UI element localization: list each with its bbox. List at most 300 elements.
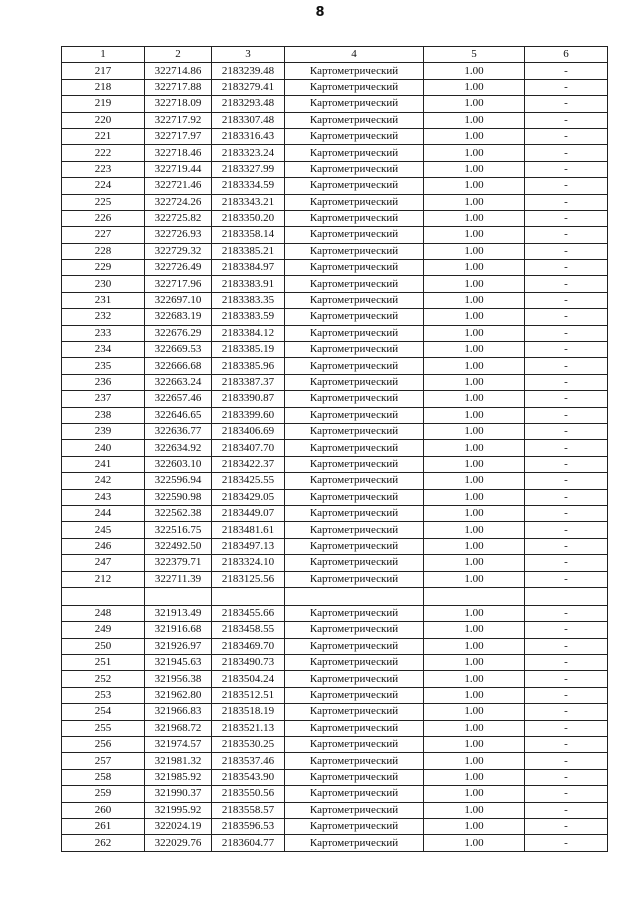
cell-method: Картометрический (285, 522, 424, 538)
cell-description: - (525, 638, 608, 654)
cell-description: - (525, 538, 608, 554)
cell-method: Картометрический (285, 704, 424, 720)
cell-accuracy: 1.00 (424, 194, 525, 210)
cell-x-coordinate: 322669.53 (145, 342, 212, 358)
cell-x-coordinate: 321916.68 (145, 622, 212, 638)
column-header-x-coordinate: 2 (145, 47, 212, 63)
table-row (62, 505, 608, 521)
cell-y-coordinate: 2183481.61 (212, 522, 285, 538)
cell-accuracy: 1.00 (424, 818, 525, 834)
cell-description: - (525, 407, 608, 423)
table-row (62, 671, 608, 687)
cell-x-coordinate: 322717.96 (145, 276, 212, 292)
table-row (62, 243, 608, 259)
cell-accuracy: 1.00 (424, 161, 525, 177)
cell-x-coordinate: 322634.92 (145, 440, 212, 456)
cell-accuracy: 1.00 (424, 358, 525, 374)
cell-description: - (525, 769, 608, 785)
cell-y-coordinate: 2183449.07 (212, 505, 285, 521)
cell-method: Картометрический (285, 243, 424, 259)
cell-method: Картометрический (285, 555, 424, 571)
cell-method: Картометрический (285, 440, 424, 456)
cell-method: Картометрический (285, 79, 424, 95)
cell-point-number: 219 (62, 96, 145, 112)
cell-description: - (525, 605, 608, 621)
cell-description: - (525, 818, 608, 834)
cell-accuracy: 1.00 (424, 456, 525, 472)
cell-accuracy: 1.00 (424, 473, 525, 489)
cell-method: Картометрический (285, 538, 424, 554)
cell-method: Картометрический (285, 194, 424, 210)
cell-y-coordinate: 2183429.05 (212, 489, 285, 505)
cell-description: - (525, 802, 608, 818)
cell-description: - (525, 571, 608, 587)
cell-point-number: 256 (62, 737, 145, 753)
cell-method: Картометрический (285, 96, 424, 112)
cell-point-number: 262 (62, 835, 145, 851)
cell-x-coordinate: 321913.49 (145, 605, 212, 621)
cell-description: - (525, 622, 608, 638)
cell-y-coordinate: 2183537.46 (212, 753, 285, 769)
cell-y-coordinate: 2183406.69 (212, 423, 285, 439)
cell-accuracy: 1.00 (424, 753, 525, 769)
cell-accuracy: 1.00 (424, 720, 525, 736)
cell-x-coordinate: 321968.72 (145, 720, 212, 736)
table-row (62, 687, 608, 703)
cell-x-coordinate: 322562.38 (145, 505, 212, 521)
cell-method: Картометрический (285, 260, 424, 276)
cell-description: - (525, 260, 608, 276)
cell-y-coordinate: 2183422.37 (212, 456, 285, 472)
cell-y-coordinate: 2183384.12 (212, 325, 285, 341)
cell-description: - (525, 63, 608, 79)
cell-point-number: 245 (62, 522, 145, 538)
cell-point-number: 225 (62, 194, 145, 210)
cell-accuracy: 1.00 (424, 112, 525, 128)
cell-x-coordinate: 322683.19 (145, 309, 212, 325)
table-row (62, 720, 608, 736)
cell-method: Картометрический (285, 161, 424, 177)
cell-method: Картометрический (285, 655, 424, 671)
table-row (62, 161, 608, 177)
cell-y-coordinate: 2183385.96 (212, 358, 285, 374)
cell-point-number: 226 (62, 210, 145, 226)
cell-point-number: 255 (62, 720, 145, 736)
cell-y-coordinate: 2183596.53 (212, 818, 285, 834)
cell-y-coordinate: 2183497.13 (212, 538, 285, 554)
cell-x-coordinate: 322590.98 (145, 489, 212, 505)
table-row (62, 260, 608, 276)
cell-point-number: 239 (62, 423, 145, 439)
table-row (62, 145, 608, 161)
cell-point-number: 248 (62, 605, 145, 621)
cell-method: Картометрический (285, 473, 424, 489)
cell-method: Картометрический (285, 325, 424, 341)
column-header-description: 6 (525, 47, 608, 63)
cell-point-number: 218 (62, 79, 145, 95)
cell-description: - (525, 342, 608, 358)
cell-point-number: 229 (62, 260, 145, 276)
cell-accuracy: 1.00 (424, 325, 525, 341)
cell-point-number: 232 (62, 309, 145, 325)
cell-x-coordinate: 321995.92 (145, 802, 212, 818)
cell-description: - (525, 210, 608, 226)
cell-accuracy: 1.00 (424, 79, 525, 95)
cell-x-coordinate: 322729.32 (145, 243, 212, 259)
cell-accuracy: 1.00 (424, 423, 525, 439)
cell-description: - (525, 671, 608, 687)
cell-point-number: 244 (62, 505, 145, 521)
table-row (62, 358, 608, 374)
cell-description: - (525, 720, 608, 736)
cell-description: - (525, 112, 608, 128)
cell-x-coordinate: 322697.10 (145, 292, 212, 308)
cell-y-coordinate: 2183125.56 (212, 571, 285, 587)
cell-point-number: 260 (62, 802, 145, 818)
cell-point-number: 246 (62, 538, 145, 554)
table-row (62, 178, 608, 194)
cell-accuracy: 1.00 (424, 276, 525, 292)
cell-accuracy: 1.00 (424, 391, 525, 407)
cell-y-coordinate: 2183383.91 (212, 276, 285, 292)
cell-method: Картометрический (285, 605, 424, 621)
cell-accuracy: 1.00 (424, 489, 525, 505)
empty-cell (285, 587, 424, 605)
cell-y-coordinate: 2183316.43 (212, 128, 285, 144)
cell-y-coordinate: 2183307.48 (212, 112, 285, 128)
cell-point-number: 233 (62, 325, 145, 341)
cell-point-number: 222 (62, 145, 145, 161)
cell-point-number: 212 (62, 571, 145, 587)
cell-accuracy: 1.00 (424, 704, 525, 720)
cell-point-number: 221 (62, 128, 145, 144)
cell-x-coordinate: 321981.32 (145, 753, 212, 769)
table-row (62, 786, 608, 802)
cell-y-coordinate: 2183334.59 (212, 178, 285, 194)
cell-y-coordinate: 2183239.48 (212, 63, 285, 79)
cell-y-coordinate: 2183512.51 (212, 687, 285, 703)
table-row (62, 473, 608, 489)
cell-method: Картометрический (285, 309, 424, 325)
cell-accuracy: 1.00 (424, 622, 525, 638)
cell-accuracy: 1.00 (424, 555, 525, 571)
cell-y-coordinate: 2183530.25 (212, 737, 285, 753)
cell-description: - (525, 737, 608, 753)
table-row (62, 292, 608, 308)
cell-x-coordinate: 322666.68 (145, 358, 212, 374)
cell-method: Картометрический (285, 128, 424, 144)
cell-accuracy: 1.00 (424, 128, 525, 144)
cell-method: Картометрический (285, 835, 424, 851)
cell-y-coordinate: 2183327.99 (212, 161, 285, 177)
cell-description: - (525, 276, 608, 292)
cell-y-coordinate: 2183521.13 (212, 720, 285, 736)
cell-description: - (525, 227, 608, 243)
cell-description: - (525, 786, 608, 802)
cell-method: Картометрический (285, 276, 424, 292)
table-row (62, 423, 608, 439)
cell-y-coordinate: 2183293.48 (212, 96, 285, 112)
table-row (62, 112, 608, 128)
cell-x-coordinate: 322024.19 (145, 818, 212, 834)
cell-description: - (525, 835, 608, 851)
cell-method: Картометрический (285, 342, 424, 358)
cell-x-coordinate: 322663.24 (145, 374, 212, 390)
cell-accuracy: 1.00 (424, 227, 525, 243)
table-row (62, 309, 608, 325)
cell-x-coordinate: 322717.97 (145, 128, 212, 144)
cell-y-coordinate: 2183455.66 (212, 605, 285, 621)
cell-point-number: 236 (62, 374, 145, 390)
cell-description: - (525, 522, 608, 538)
cell-x-coordinate: 322726.93 (145, 227, 212, 243)
cell-accuracy: 1.00 (424, 178, 525, 194)
cell-description: - (525, 96, 608, 112)
cell-point-number: 234 (62, 342, 145, 358)
cell-method: Картометрический (285, 737, 424, 753)
cell-point-number: 252 (62, 671, 145, 687)
cell-point-number: 217 (62, 63, 145, 79)
cell-x-coordinate: 322636.77 (145, 423, 212, 439)
cell-method: Картометрический (285, 571, 424, 587)
cell-method: Картометрический (285, 374, 424, 390)
cell-x-coordinate: 322726.49 (145, 260, 212, 276)
cell-description: - (525, 440, 608, 456)
table-row (62, 391, 608, 407)
cell-y-coordinate: 2183279.41 (212, 79, 285, 95)
cell-y-coordinate: 2183518.19 (212, 704, 285, 720)
cell-point-number: 231 (62, 292, 145, 308)
cell-point-number: 253 (62, 687, 145, 703)
empty-cell (424, 587, 525, 605)
cell-x-coordinate: 322718.46 (145, 145, 212, 161)
table-row (62, 622, 608, 638)
table-row (62, 342, 608, 358)
cell-accuracy: 1.00 (424, 769, 525, 785)
table-row (62, 605, 608, 621)
table-row (62, 835, 608, 851)
cell-point-number: 235 (62, 358, 145, 374)
table-row (62, 737, 608, 753)
cell-method: Картометрический (285, 456, 424, 472)
cell-description: - (525, 489, 608, 505)
cell-y-coordinate: 2183469.70 (212, 638, 285, 654)
cell-accuracy: 1.00 (424, 687, 525, 703)
table-row (62, 571, 608, 587)
cell-description: - (525, 555, 608, 571)
table-row (62, 210, 608, 226)
cell-point-number: 240 (62, 440, 145, 456)
table-row (62, 194, 608, 210)
cell-method: Картометрический (285, 423, 424, 439)
cell-description: - (525, 358, 608, 374)
cell-description: - (525, 374, 608, 390)
table-row (62, 538, 608, 554)
empty-cell (145, 587, 212, 605)
cell-point-number: 257 (62, 753, 145, 769)
page-number: 8 (315, 5, 325, 20)
cell-description: - (525, 505, 608, 521)
cell-method: Картометрический (285, 292, 424, 308)
cell-description: - (525, 704, 608, 720)
cell-y-coordinate: 2183324.10 (212, 555, 285, 571)
cell-x-coordinate: 322717.92 (145, 112, 212, 128)
table-row (62, 96, 608, 112)
table-row (62, 325, 608, 341)
cell-point-number: 249 (62, 622, 145, 638)
cell-point-number: 237 (62, 391, 145, 407)
coordinates-table (61, 46, 608, 852)
cell-x-coordinate: 322596.94 (145, 473, 212, 489)
cell-point-number: 224 (62, 178, 145, 194)
cell-description: - (525, 753, 608, 769)
column-header-method: 4 (285, 47, 424, 63)
cell-method: Картометрический (285, 227, 424, 243)
cell-x-coordinate: 322724.26 (145, 194, 212, 210)
cell-x-coordinate: 322646.65 (145, 407, 212, 423)
cell-x-coordinate: 321962.80 (145, 687, 212, 703)
cell-x-coordinate: 322711.39 (145, 571, 212, 587)
cell-y-coordinate: 2183383.35 (212, 292, 285, 308)
cell-method: Картометрический (285, 671, 424, 687)
cell-x-coordinate: 322676.29 (145, 325, 212, 341)
cell-method: Картометрический (285, 178, 424, 194)
cell-method: Картометрический (285, 358, 424, 374)
table-row (62, 456, 608, 472)
table-row (62, 802, 608, 818)
cell-x-coordinate: 322721.46 (145, 178, 212, 194)
table-row (62, 753, 608, 769)
cell-accuracy: 1.00 (424, 407, 525, 423)
table-row (62, 522, 608, 538)
cell-point-number: 241 (62, 456, 145, 472)
cell-method: Картометрический (285, 391, 424, 407)
cell-method: Картометрический (285, 505, 424, 521)
cell-y-coordinate: 2183458.55 (212, 622, 285, 638)
table-body (62, 47, 608, 852)
cell-method: Картометрический (285, 63, 424, 79)
cell-method: Картометрический (285, 720, 424, 736)
cell-method: Картометрический (285, 786, 424, 802)
cell-accuracy: 1.00 (424, 655, 525, 671)
cell-point-number: 223 (62, 161, 145, 177)
cell-description: - (525, 423, 608, 439)
table-row (62, 769, 608, 785)
cell-x-coordinate: 321966.83 (145, 704, 212, 720)
table-row (62, 79, 608, 95)
cell-y-coordinate: 2183504.24 (212, 671, 285, 687)
cell-x-coordinate: 322603.10 (145, 456, 212, 472)
cell-description: - (525, 79, 608, 95)
cell-point-number: 220 (62, 112, 145, 128)
cell-point-number: 242 (62, 473, 145, 489)
cell-y-coordinate: 2183550.56 (212, 786, 285, 802)
cell-method: Картометрический (285, 638, 424, 654)
cell-accuracy: 1.00 (424, 505, 525, 521)
cell-accuracy: 1.00 (424, 96, 525, 112)
cell-y-coordinate: 2183425.55 (212, 473, 285, 489)
cell-description: - (525, 309, 608, 325)
column-header-accuracy: 5 (424, 47, 525, 63)
table-row (62, 374, 608, 390)
cell-accuracy: 1.00 (424, 571, 525, 587)
cell-point-number: 251 (62, 655, 145, 671)
cell-accuracy: 1.00 (424, 835, 525, 851)
cell-x-coordinate: 321985.92 (145, 769, 212, 785)
cell-method: Картометрический (285, 622, 424, 638)
cell-accuracy: 1.00 (424, 63, 525, 79)
cell-y-coordinate: 2183383.59 (212, 309, 285, 325)
cell-description: - (525, 145, 608, 161)
cell-method: Картометрический (285, 802, 424, 818)
cell-x-coordinate: 322657.46 (145, 391, 212, 407)
cell-x-coordinate: 322029.76 (145, 835, 212, 851)
cell-y-coordinate: 2183387.37 (212, 374, 285, 390)
cell-y-coordinate: 2183343.21 (212, 194, 285, 210)
cell-point-number: 243 (62, 489, 145, 505)
cell-point-number: 230 (62, 276, 145, 292)
table-row (62, 638, 608, 654)
cell-accuracy: 1.00 (424, 605, 525, 621)
cell-y-coordinate: 2183385.21 (212, 243, 285, 259)
cell-accuracy: 1.00 (424, 786, 525, 802)
cell-accuracy: 1.00 (424, 440, 525, 456)
cell-accuracy: 1.00 (424, 802, 525, 818)
empty-cell (525, 587, 608, 605)
empty-cell (62, 587, 145, 605)
cell-x-coordinate: 322719.44 (145, 161, 212, 177)
cell-accuracy: 1.00 (424, 309, 525, 325)
table-row (62, 63, 608, 79)
cell-y-coordinate: 2183543.90 (212, 769, 285, 785)
cell-method: Картометрический (285, 753, 424, 769)
cell-point-number: 238 (62, 407, 145, 423)
cell-method: Картометрический (285, 769, 424, 785)
cell-accuracy: 1.00 (424, 671, 525, 687)
cell-description: - (525, 178, 608, 194)
cell-y-coordinate: 2183350.20 (212, 210, 285, 226)
cell-y-coordinate: 2183390.87 (212, 391, 285, 407)
cell-point-number: 250 (62, 638, 145, 654)
cell-accuracy: 1.00 (424, 374, 525, 390)
cell-y-coordinate: 2183558.57 (212, 802, 285, 818)
cell-method: Картометрический (285, 818, 424, 834)
cell-description: - (525, 128, 608, 144)
table-row (62, 440, 608, 456)
cell-description: - (525, 655, 608, 671)
table-row (62, 276, 608, 292)
table-row (62, 407, 608, 423)
table-row (62, 489, 608, 505)
cell-x-coordinate: 322725.82 (145, 210, 212, 226)
cell-description: - (525, 456, 608, 472)
cell-y-coordinate: 2183490.73 (212, 655, 285, 671)
cell-x-coordinate: 321956.38 (145, 671, 212, 687)
cell-y-coordinate: 2183384.97 (212, 260, 285, 276)
table-header-row (62, 47, 608, 63)
cell-method: Картометрический (285, 687, 424, 703)
cell-point-number: 259 (62, 786, 145, 802)
table-row (62, 818, 608, 834)
table-row (62, 128, 608, 144)
cell-x-coordinate: 322718.09 (145, 96, 212, 112)
cell-y-coordinate: 2183323.24 (212, 145, 285, 161)
column-header-y-coordinate: 3 (212, 47, 285, 63)
cell-x-coordinate: 321974.57 (145, 737, 212, 753)
column-header-point-number: 1 (62, 47, 145, 63)
table-row (62, 704, 608, 720)
cell-accuracy: 1.00 (424, 538, 525, 554)
